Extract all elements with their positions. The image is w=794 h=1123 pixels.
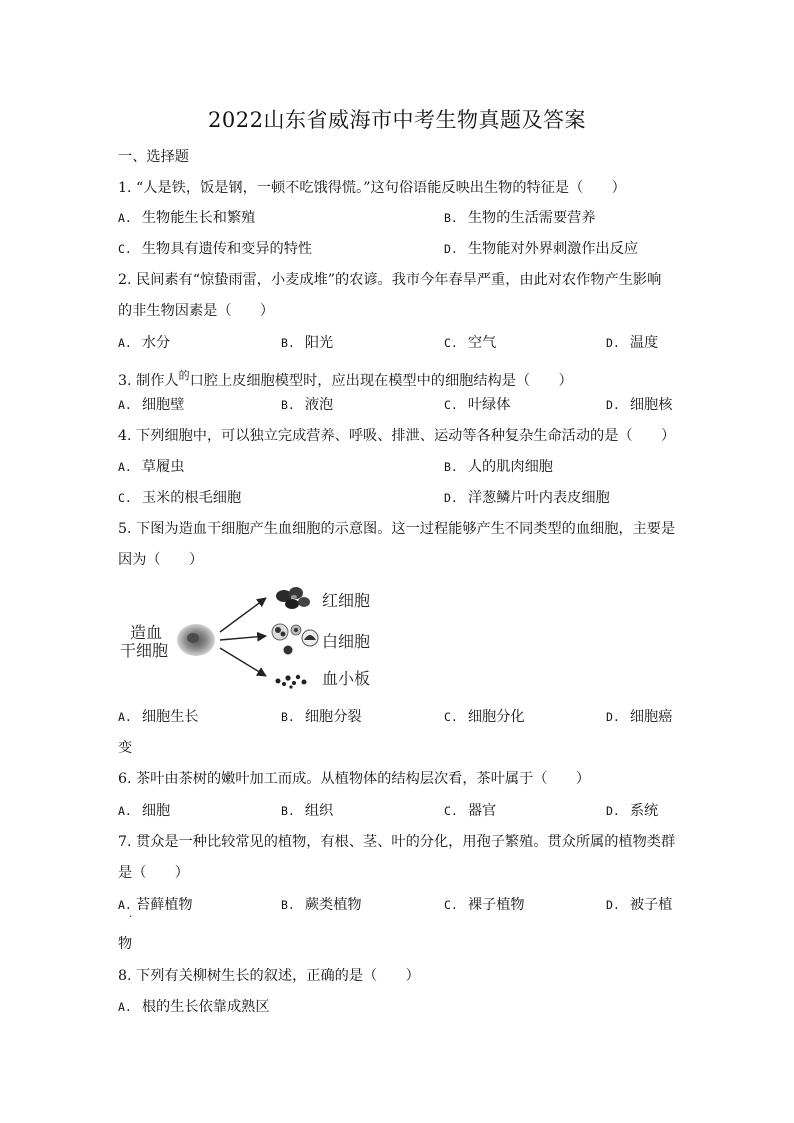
option-label: D.	[606, 398, 620, 412]
option-label: B.	[444, 211, 458, 225]
option-label: A.	[118, 460, 132, 474]
option-text: 苔藓植物	[135, 897, 193, 913]
q7-option-c	[444, 895, 525, 915]
option-text: 人的肌肉细胞	[467, 459, 553, 475]
option-label: D.	[606, 710, 620, 724]
option-text: 生物具有遗传和变异的特性	[141, 241, 313, 257]
q6-option-b	[281, 801, 333, 821]
question-6-stem: 6. 茶叶由茶树的嫩叶加工而成。从植物体的结构层次看，茶叶属于（ ）	[118, 771, 591, 787]
q7-option-d	[606, 895, 672, 915]
stem-superscript: 的	[178, 369, 190, 382]
arrow-to-white-cells	[220, 636, 266, 640]
question-8-stem: 8. 下列有关柳树生长的叙述，正确的是（ ）	[118, 968, 420, 984]
option-label: C.	[444, 398, 458, 412]
question-1-stem: 1. “人是铁，饭是钢，一顿不吃饿得慌。”这句俗语能反映出生物的特征是（ ）	[118, 180, 626, 196]
q3-option-a	[118, 395, 184, 415]
option-text: 蕨类植物	[304, 897, 362, 913]
q1-option-d	[444, 239, 638, 259]
option-text: 洋葱鳞片叶内表皮细胞	[467, 490, 610, 506]
red-cell-label: 红细胞	[322, 591, 371, 610]
option-label: C.	[444, 898, 458, 912]
option-text: 系统	[629, 803, 659, 819]
option-text: 生物的生活需要营养	[467, 210, 596, 226]
question-7-stem-line1: 7. 贯众是一种比较常见的植物，有根、茎、叶的分化，用孢子繁殖。贯众所属的植物类群	[118, 834, 676, 850]
option-text: 细胞分裂	[304, 709, 362, 725]
option-label: D.	[444, 242, 458, 256]
q6-option-a	[118, 801, 170, 821]
blood-cell-diagram	[118, 584, 388, 694]
q5-option-b	[281, 707, 362, 727]
q6-option-d	[606, 801, 658, 821]
stem-cell-label-line2: 干细胞	[120, 641, 169, 660]
option-label: A.	[118, 1000, 132, 1014]
q7-option-b	[281, 895, 362, 915]
stem-text: 3. 制作人	[118, 373, 179, 389]
option-text: 草履虫	[141, 459, 185, 475]
option-label: B.	[281, 804, 295, 818]
option-label: C.	[118, 491, 132, 505]
q5-option-d-wrap: 变	[118, 740, 133, 756]
q2-option-a	[118, 333, 170, 353]
q5-option-a	[118, 707, 199, 727]
q2-option-c	[444, 333, 496, 353]
white-cell-label: 白细胞	[322, 632, 371, 651]
q4-option-a	[118, 457, 184, 477]
option-text: 阳光	[304, 335, 334, 351]
arrow-to-platelets	[220, 648, 266, 676]
option-text: 细胞分化	[467, 709, 525, 725]
option-label: B.	[281, 398, 295, 412]
option-text: 细胞	[141, 803, 171, 819]
option-label: C.	[118, 242, 132, 256]
option-label: A.	[118, 211, 132, 225]
diagram-svg	[118, 584, 388, 694]
option-label: A.	[118, 710, 132, 724]
option-label: C.	[444, 710, 458, 724]
q3-option-d	[606, 395, 672, 415]
option-label: A.	[118, 336, 132, 350]
option-text: 组织	[304, 803, 334, 819]
question-5-stem-line2: 因为（ ）	[118, 552, 204, 568]
arrow-to-red-cells	[220, 598, 266, 632]
question-7-stem-line2: 是（ ）	[118, 865, 189, 881]
option-label: B.	[281, 710, 295, 724]
q7-option-d-wrap: 物	[118, 936, 133, 952]
option-text: 生物能对外界刺激作出反应	[467, 241, 639, 257]
option-text: 生物能生长和繁殖	[141, 210, 256, 226]
option-text: 器官	[467, 803, 497, 819]
q4-option-d	[444, 488, 610, 508]
question-5-stem-line1: 5. 下图为造血干细胞产生血细胞的示意图。这一过程能够产生不同类型的血细胞，主要是	[118, 521, 676, 537]
option-text: 细胞壁	[141, 397, 185, 413]
q1-option-b	[444, 208, 596, 228]
option-text: 空气	[467, 335, 497, 351]
page-title: 2022山东省威海市中考生物真题及答案	[208, 108, 586, 132]
q5-option-c	[444, 707, 525, 727]
option-label: C.	[444, 804, 458, 818]
option-text: 叶绿体	[467, 397, 511, 413]
option-text: 细胞癌	[629, 709, 673, 725]
red-blood-cell-icon	[276, 587, 310, 609]
option-text: 裸子植物	[467, 897, 525, 913]
question-2-stem-line2: 的非生物因素是（ ）	[118, 303, 275, 319]
q1-option-a	[118, 208, 255, 228]
stem-cell-icon	[177, 624, 215, 656]
platelet-label: 血小板	[322, 669, 371, 688]
q6-option-c	[444, 801, 496, 821]
q4-option-c	[118, 488, 241, 508]
option-label: D.	[606, 804, 620, 818]
stem-text: 口腔上皮细胞模型时，应出现在模型中的细胞结构是（ ）	[189, 373, 573, 389]
option-label: D.	[606, 898, 620, 912]
option-label: B.	[281, 336, 295, 350]
option-text: 液泡	[304, 397, 334, 413]
option-label: D.	[444, 491, 458, 505]
option-text: 细胞核	[629, 397, 673, 413]
q3-option-c	[444, 395, 510, 415]
option-text: 水分	[141, 335, 171, 351]
option-label: C.	[444, 336, 458, 350]
platelet-icon	[276, 675, 307, 689]
stem-cell-label-line1: 造血	[130, 623, 163, 642]
option-label: B.	[281, 898, 295, 912]
dot-mark: ·	[129, 912, 133, 923]
q1-option-c	[118, 239, 312, 259]
q4-option-b	[444, 457, 553, 477]
option-label: D.	[606, 336, 620, 350]
q3-option-b	[281, 395, 333, 415]
option-text: 根的生长依靠成熟区	[141, 999, 270, 1015]
white-blood-cell-icon	[272, 624, 318, 655]
section-heading: 一、选择题	[118, 149, 189, 165]
option-text: 被子植	[629, 897, 673, 913]
option-label: A.	[118, 898, 132, 912]
question-2-stem-line1: 2. 民间素有“惊蛰雨雷，小麦成堆”的农谚。我市今年春旱严重，由此对农作物产生影响	[118, 272, 662, 288]
option-label: A.	[118, 804, 132, 818]
option-text: 温度	[629, 335, 659, 351]
option-label: B.	[444, 460, 458, 474]
option-text: 玉米的根毛细胞	[141, 490, 242, 506]
option-label: A.	[118, 398, 132, 412]
question-4-stem: 4. 下列细胞中，可以独立完成营养、呼吸、排泄、运动等各种复杂生命活动的是（ ）	[118, 428, 676, 444]
q2-option-b	[281, 333, 333, 353]
q8-option-a	[118, 997, 270, 1017]
q2-option-d	[606, 333, 658, 353]
q5-option-d	[606, 707, 672, 727]
question-3-stem	[118, 366, 573, 391]
option-text: 细胞生长	[141, 709, 199, 725]
